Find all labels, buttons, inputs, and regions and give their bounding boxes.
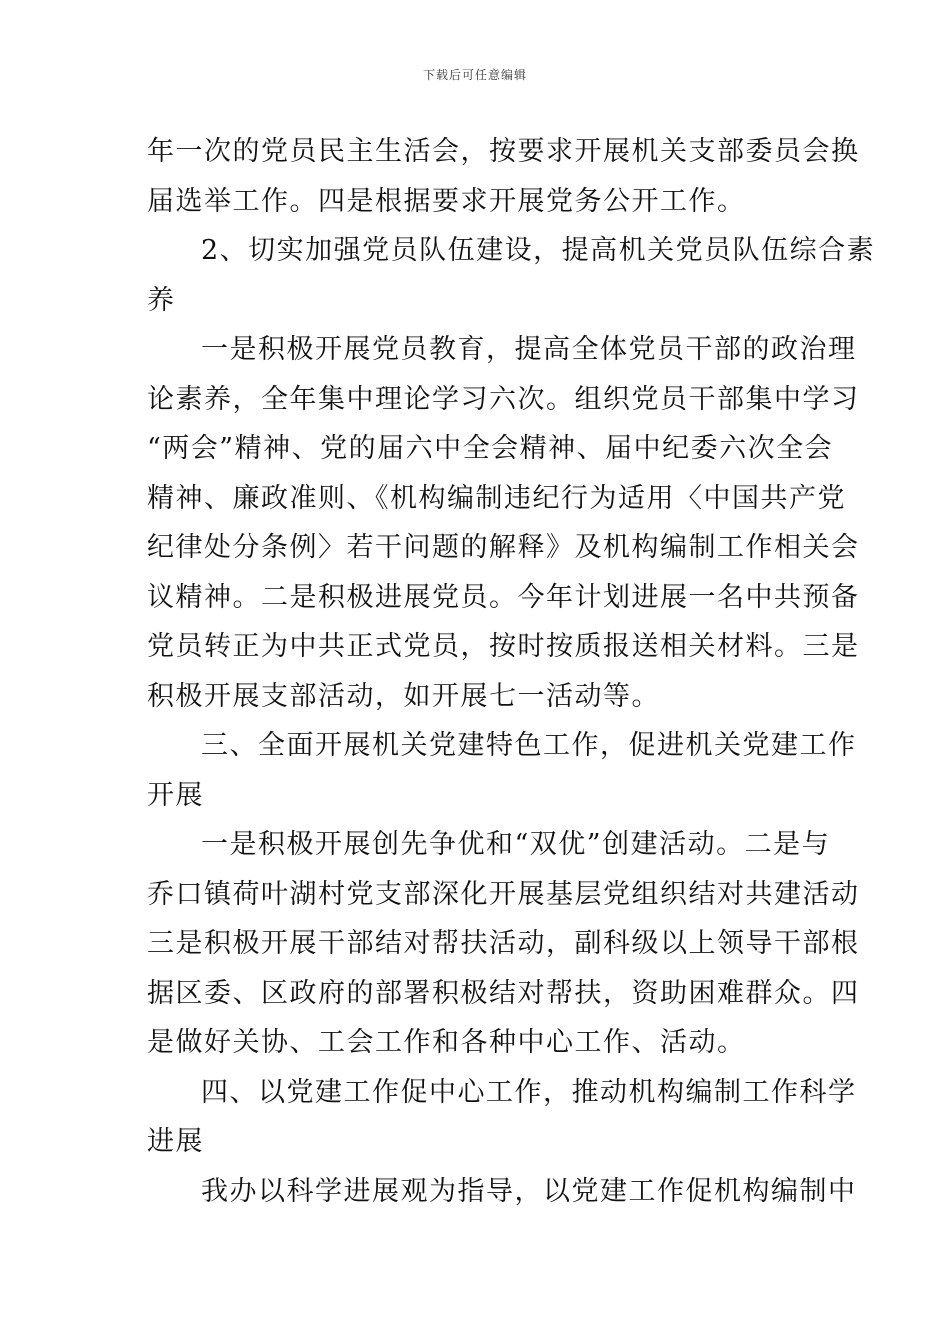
text-line: 开展 xyxy=(147,779,204,811)
text-line: 四、以党建工作促中心工作，推动机构编制工作科学 xyxy=(201,1076,857,1108)
text-line: 一是积极开展党员教育，提高全体党员干部的政治理 xyxy=(201,334,857,365)
text-line: 议精神。二是积极进展党员。今年计划进展一名中共预备 xyxy=(147,581,860,613)
text-line: 三、全面开展机关党建特色工作，促进机关党建工作 xyxy=(201,730,857,761)
text-line: 党员转正为中共正式党员，按时按质报送相关材料。三是 xyxy=(147,631,860,662)
page-header-note: 下载后可任意编辑 xyxy=(422,68,527,82)
text-line: 乔口镇荷叶湖村党支部深化开展基层党组织结对共建活动 xyxy=(147,878,860,910)
text-line: “两会”精神、党的届六中全会精神、届中纪委六次全会 xyxy=(147,433,834,464)
document-body xyxy=(147,127,876,1216)
text-line: 积极开展支部活动，如开展七一活动等。 xyxy=(147,680,660,712)
text-line: 论素养，全年集中理论学习六次。组织党员干部集中学习 xyxy=(147,383,860,415)
text-line: 纪律处分条例〉若干问题的解释》及机构编制工作相关会 xyxy=(147,532,860,563)
text-line: 届选举工作。四是根据要求开展党务公开工作。 xyxy=(147,185,746,217)
text-line: 精神、廉政准则、《机构编制违纪行为适用〈中国共产党 xyxy=(147,482,846,514)
text-line: 是做好关协、工会工作和各种中心工作、活动。 xyxy=(147,1027,746,1058)
text-line: 养 xyxy=(147,284,176,316)
text-line: 一是积极开展创先争优和“双优”创建活动。二是与 xyxy=(201,829,831,860)
text-line: 进展 xyxy=(147,1126,204,1157)
text-line: 三是积极开展干部结对帮扶活动，副科级以上领导干部根 xyxy=(147,928,860,959)
text-line: 我办以科学进展观为指导，以党建工作促机构编制中 xyxy=(201,1175,857,1207)
text-line: 2、切实加强党员队伍建设，提高机关党员队伍综合素 xyxy=(201,235,876,266)
text-line: 年一次的党员民主生活会，按要求开展机关支部委员会换 xyxy=(147,136,860,167)
text-line: 据区委、区政府的部署积极结对帮扶，资助困难群众。四 xyxy=(147,977,860,1009)
